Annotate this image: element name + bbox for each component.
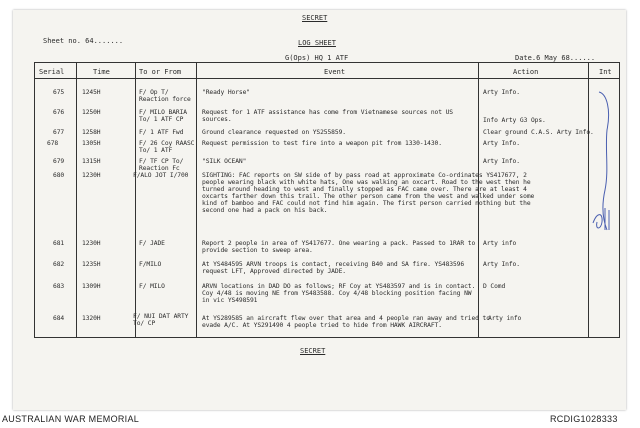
row-680-to-from: F/ALO JOT I/700 [133, 172, 189, 179]
row-676-serial: 676 [53, 109, 65, 116]
table-bottom-border [34, 337, 620, 338]
row-681-to-from: F/ JADE [139, 240, 165, 247]
row-677-time: 1258H [82, 129, 101, 136]
row-676-action: Info Arty G3 Ops. [483, 117, 546, 124]
col-rule-2 [135, 62, 136, 338]
row-676-to-from: F/ MILO BARIA To/ 1 ATF CP [139, 109, 187, 123]
row-679-action: Arty Info. [483, 158, 520, 165]
row-682-event: At YS484595 ARVN troops is contact, receiving B40 and SA fire. YS483596 request LFT, Approved directed by JADE. [202, 261, 465, 275]
col-header-time: Time [93, 68, 110, 76]
row-683-time: 1309H [82, 283, 101, 290]
header-bottom-border [34, 78, 620, 79]
row-683-action: D Comd [483, 283, 506, 290]
row-680-serial: 680 [53, 172, 65, 179]
row-676-time: 1250H [82, 109, 101, 116]
row-684-to-from: F/ NUI DAT ARTY To/ CP [133, 313, 189, 327]
sheet-number-value: 64 [85, 37, 94, 45]
col-header-int: Int [599, 68, 612, 76]
row-682-serial: 682 [53, 261, 65, 268]
row-675-serial: 675 [53, 89, 65, 96]
col-header-event: Event [324, 68, 346, 76]
col-rule-3 [196, 62, 197, 338]
row-683-to-from: F/ MILO [139, 283, 165, 290]
row-675-action: Arty Info. [483, 89, 520, 96]
sheet-number-label: Sheet no. 64....... [43, 37, 124, 45]
row-677-serial: 677 [53, 129, 65, 136]
col-header-to-from: To or From [139, 68, 182, 76]
row-681-event: Report 2 people in area of YS417677. One wearing a pack. Passed to 1RAR to provide section to sweep area. [202, 240, 476, 254]
row-679-serial: 679 [53, 158, 65, 165]
archive-credit: AUSTRALIAN WAR MEMORIAL [2, 414, 140, 424]
log-sheet-page [13, 10, 626, 410]
row-675-to-from: F/ Op T/ Reaction force [139, 89, 191, 103]
row-682-action: Arty Info. [483, 261, 520, 268]
row-679-to-from: F/ TF CP To/ Reaction Fc [139, 158, 184, 172]
row-680-time: 1230H [82, 172, 101, 179]
row-681-action: Arty info [483, 240, 517, 247]
row-682-time: 1235H [82, 261, 101, 268]
row-680-event: SIGHTING: FAC reports on SW side of by pass road at approximate Co-ordinates YS417677, 2 people wearing black with white hats, One was walking an oxcart. Road to the west then he turned around heading to west and finally stopped as FAC came over. There are at least 4 oxcarts farther down this trail. The other person came from the west and walked under some kind of bamboo and FAC could not find him again. The first person carried nothing but the second one had a pack on his back. [202, 172, 535, 214]
row-678-event: Request permission to test fire into a weapon pit from 1330-1430. [202, 140, 442, 147]
secret-heading: SECRET [302, 14, 328, 22]
row-679-event: "SILK OCEAN" [202, 158, 247, 165]
row-678-to-from: F/ 26 Coy RAASC To/ 1 ATF [139, 140, 195, 154]
row-682-to-from: F/MILO [139, 261, 162, 268]
log-sheet-title: LOG SHEET [298, 39, 336, 47]
date-field: Date.6 May 68...... [515, 54, 596, 62]
row-675-time: 1245H [82, 89, 101, 96]
unit-name: G(Ops) HQ 1 ATF [285, 54, 349, 62]
table-top-border [34, 62, 620, 63]
secret-footer: SECRET [300, 347, 326, 355]
date-value: 6 May 68 [536, 54, 570, 62]
row-681-serial: 681 [53, 240, 65, 247]
row-678-time: 1305H [82, 140, 101, 147]
col-rule-1 [76, 62, 77, 338]
row-678-action: Arty Info. [483, 140, 520, 147]
row-677-action: Clear ground C.A.S. Arty Info. [483, 129, 594, 136]
col-header-serial: Serial [39, 68, 65, 76]
row-681-time: 1230H [82, 240, 101, 247]
row-677-to-from: F/ 1 ATF Fwd [139, 129, 184, 136]
row-679-time: 1315H [82, 158, 101, 165]
row-683-event: ARVN locations in DAD DO as follows; RF Coy at YS483597 and is in contact. Coy 4/48 is moving NE from YS483588. Coy 4/48 blocking position facing NW in vic YS498591 [202, 283, 476, 304]
row-675-event: "Ready Horse" [202, 89, 250, 96]
handwritten-initials-mark [585, 80, 621, 300]
row-684-time: 1320H [82, 315, 101, 322]
row-684-event: At YS289585 an aircraft flew over that area and 4 people ran away and tried to evade A/C. At YS291490 4 people tried to hide from HAWK AIRCRAFT. [202, 315, 490, 329]
archive-reference: RCDIG1028333 [550, 414, 618, 424]
row-677-event: Ground clearance requested on YS255859. [202, 129, 346, 136]
row-676-event: Request for 1 ATF assistance has come from Vietnamese sources not US sources. [202, 109, 453, 123]
col-rule-0 [34, 62, 35, 338]
row-684-serial: 684 [53, 315, 65, 322]
col-header-action: Action [513, 68, 539, 76]
row-683-serial: 683 [53, 283, 65, 290]
row-684-action: Arty info [488, 315, 522, 322]
row-678-serial: 678 [47, 140, 59, 147]
